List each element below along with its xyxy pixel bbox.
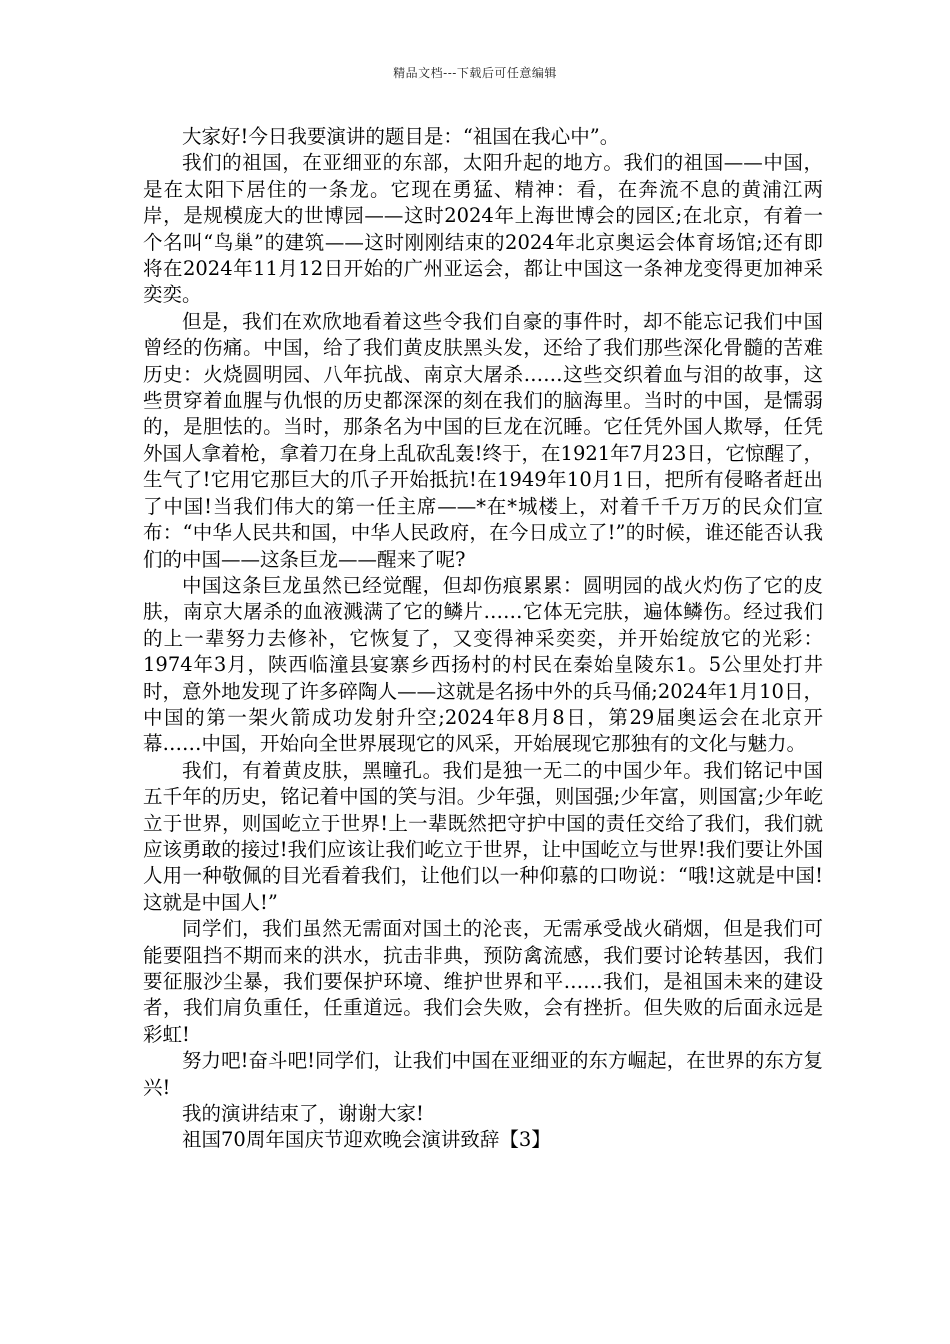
paragraph-responsibility: 同学们，我们虽然无需面对国土的沦丧，无需承受战火硝烟，但是我们可能要阻挡不期而来的洪水，抗击非典，预防禽流感，我们要讨论转基因，我们要征服沙尘暴，我们要保护环境、维护世界和平……我们，是祖国未来的建设者，我们肩负重任，任重道远。我们会失败，会有挫折。但失败的后面永远是彩虹! [143, 917, 823, 1046]
paragraph-greeting: 大家好!今日我要演讲的题目是：“祖国在我心中”。 [182, 125, 620, 148]
document-header: 精品文档---下载后可任意编辑 [393, 66, 557, 80]
paragraph-youth: 我们，有着黄皮肤，黑瞳孔。我们是独一无二的中国少年。我们铭记中国五千年的历史，铭记着中国的笑与泪。少年强，则国强;少年富，则国富;少年屹立于世界，则国屹立于世界!上一辈既然把守护中国的责任交给了我们，我们就应该勇敢的接过!我们应该让我们屹立于世界，让中国屹立与世界!我们要让外国人用一种敬佩的目光看着我们，让他们以一种仰慕的口吻说：“哦!这就是中国!这就是中国人!” [143, 758, 823, 914]
paragraph-history-pain: 但是，我们在欢欣地看着这些令我们自豪的事件时，却不能忘记我们中国曾经的伤痛。中国，给了我们黄皮肤黑头发，还给了我们那些深化骨髓的苦难历史：火烧圆明园、八年抗战、南京大屠杀……这些交织着血与泪的故事，这些贯穿着血腥与仇恨的历史都深深的刻在我们的脑海里。当时的中国，是懦弱的，是胆怯的。当时，那条名为中国的巨龙在沉睡。它任凭外国人欺辱，任凭外国人拿着枪，拿着刀在身上乱砍乱轰!终于，在1921年7月23日，它惊醒了，生气了!它用它那巨大的爪子开始抵抗!在1949年10月1日，把所有侵略者赶出了中国!当我们伟大的第一任主席——*在*城楼上，对着千千万万的民众们宣布：“中华人民共和国，中华人民政府，在今日成立了!”的时候，谁还能否认我们的中国——这条巨龙——醒来了呢? [143, 309, 823, 571]
paragraph-awakening: 中国这条巨龙虽然已经觉醒，但却伤痕累累：圆明园的战火灼伤了它的皮肤，南京大屠杀的血液溅满了它的鳞片……它体无完肤，遍体鳞伤。经过我们的上一辈努力去修补，它恢复了，又变得神采奕奕，并开始绽放它的光彩：1974年3月，陕西临潼县宴寨乡西扬村的村民在秦始皇陵东1。5公里处打井时，意外地发现了许多碎陶人——这就是名扬中外的兵马俑;2024年1月10日，中国的第一架火箭成功发射升空;2024年8月8日，第29届奥运会在北京开幕……中国，开始向全世界展现它的风采，开始展现它那独有的文化与魅力。 [143, 573, 823, 756]
next-section-title: 祖国70周年国庆节迎欢晚会演讲致辞【3】 [182, 1128, 551, 1152]
paragraph-call-to-action: 努力吧!奋斗吧!同学们，让我们中国在亚细亚的东方崛起，在世界的东方复兴! [143, 1049, 823, 1099]
document-body [143, 124, 823, 1154]
paragraph-motherland: 我们的祖国，在亚细亚的东部，太阳升起的地方。我们的祖国——中国，是在太阳下居住的一条龙。它现在勇猛、精神：看，在奔流不息的黄浦江两岸，是规模庞大的世博园——这时2024年上海世博会的园区;在北京，有着一个名叫“鸟巢”的建筑——这时刚刚结束的2024年北京奥运会体育场馆;还有即将在2024年11月12日开始的广州亚运会，都让中国这一条神龙变得更加神采奕奕。 [143, 151, 823, 307]
paragraph-closing: 我的演讲结束了，谢谢大家! [182, 1102, 424, 1126]
